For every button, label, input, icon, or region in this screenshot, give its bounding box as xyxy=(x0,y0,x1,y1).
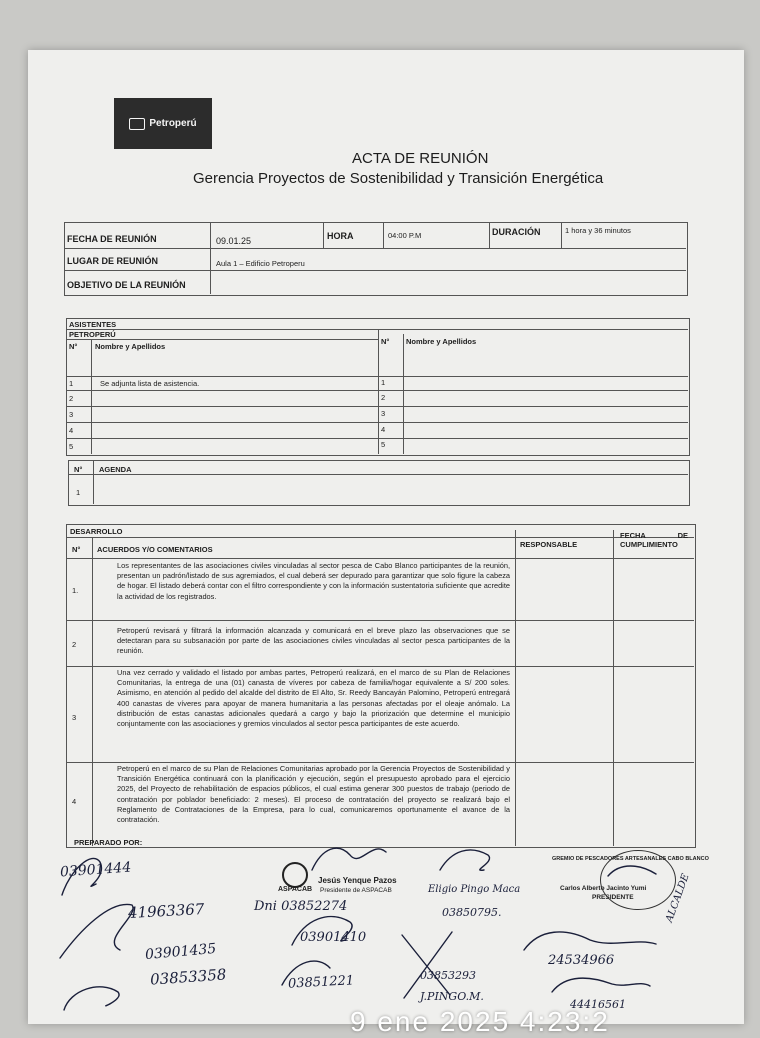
signature-dni: 24534966 xyxy=(548,953,615,968)
divider xyxy=(613,530,614,846)
asistente-right-num: 2 xyxy=(381,393,386,402)
agenda-table xyxy=(68,460,690,506)
aspacab-stamp-icon xyxy=(282,862,308,888)
signature-dni: 41963367 xyxy=(127,900,205,922)
asistente-left-num: 4 xyxy=(69,426,74,435)
asistentes-col-num: N° xyxy=(69,342,78,351)
desarrollo-col-responsable: RESPONSABLE xyxy=(520,540,578,549)
divider xyxy=(403,334,404,454)
signature-dni: 03853358 xyxy=(149,965,227,989)
divider xyxy=(66,558,694,559)
desarrollo-row-text: Petroperú en el marco de su Plan de Relaciones Comunitarias aprobado por la Gerencia Proyectos de Sostenibilidad y Transición Energética continuará con la planificación y ejecución, según el presupuesto aprobado para el ejercicio 2025, del Proyecto de rehabilitación de espacios públicos, el cual estima generar 300 puestos de trabajo (periodo de contratación por poblador beneficiado: 2 meses). El proceso de contratación del proyecto se realizará bajo el Reglamento de Contrataciones de la Empresa, para lo cual, comunicaremos oportunamente el avance de la contratación. xyxy=(117,764,510,825)
divider xyxy=(92,537,93,846)
signature-dni: 03853293 xyxy=(420,969,476,982)
duracion-label: DURACIÓN xyxy=(492,227,541,237)
divider xyxy=(64,248,686,249)
petroperu-logo xyxy=(114,98,212,149)
desarrollo-row-text: Una vez cerrado y validado el listado por ambas partes, Petroperú realizará, en el marco de su Plan de Relaciones Comunitarias, la entrega de una (01) canasta de víveres por cabeza de familia/hogar equivalente a S/ 200 soles. Asimismo, en atención al pedido del alcalde del distrito de El Alto, Sr. Reedy Bancayán Palomino, Petroperú entregará 400 canastas de víveres para apoyar de manera humanitaria a las personas afectadas por el oleaje anómalo. La distribución de estas canastas adicionales quedará a cargo y bajo la priorización que determine el municipio conjuntamente con las asociaciones y gremios vinculados al sector pesca participantes de este acuerdo. xyxy=(117,668,510,729)
divider xyxy=(91,339,92,454)
preparado-label: PREPARADO POR: xyxy=(74,838,143,847)
asistente-left-num: 1 xyxy=(69,379,74,388)
gremio-name: Carlos Alberto Jacinto Yumi xyxy=(560,885,647,892)
asistente-right-num: 5 xyxy=(381,440,386,449)
aspacab-label: ASPACAB xyxy=(278,886,313,893)
divider xyxy=(66,406,688,407)
divider xyxy=(66,620,694,621)
aspacab-name: Jesús Yenque Pazos xyxy=(318,876,397,885)
gremio-label: GREMIO DE PESCADORES ARTESANALES CABO BLANCO xyxy=(552,856,709,862)
desarrollo-col-num: N° xyxy=(72,545,81,554)
desarrollo-row-text: Petroperú revisará y filtrará la información alcanzada y comunicará en el breve plazo las observaciones que se detectaran para su subsanación por parte de las asociaciones civiles vinculadas al sector pesca participantes de la reunión. xyxy=(117,626,510,656)
asistente-left-num: 3 xyxy=(69,410,74,419)
divider xyxy=(66,390,688,391)
seal-icon xyxy=(600,850,676,910)
divider xyxy=(66,339,378,340)
divider xyxy=(383,222,384,248)
document-title: ACTA DE REUNIÓN xyxy=(352,150,489,167)
asistente-left-num: 5 xyxy=(69,442,74,451)
document-subtitle: Gerencia Proyectos de Sostenibilidad y Transición Energética xyxy=(193,170,604,187)
divider xyxy=(561,222,562,248)
asistentes-col-name: Nombre y Apellidos xyxy=(95,342,166,351)
desarrollo-title: DESARROLLO xyxy=(70,527,123,536)
asistentes-col-name-right: Nombre y Apellidos xyxy=(406,337,477,346)
asistente-left-name: Se adjunta lista de asistencia. xyxy=(100,379,200,388)
fecha-line-2: CUMPLIMIENTO xyxy=(620,540,678,549)
divider xyxy=(515,530,516,846)
divider xyxy=(66,666,694,667)
asistentes-group: PETROPERÚ xyxy=(69,330,116,339)
duracion-value: 1 hora y 36 minutos xyxy=(565,226,631,235)
divider xyxy=(210,222,211,294)
divider xyxy=(93,460,94,504)
fecha-value: 09.01.25 xyxy=(216,236,252,246)
asistentes-col-num-right: N° xyxy=(381,337,390,346)
signature-dni: 03901435 xyxy=(144,940,217,964)
divider xyxy=(66,376,688,377)
desarrollo-row-num: 4 xyxy=(72,797,77,806)
desarrollo-row-text: Los representantes de las asociaciones civiles vinculadas al sector pesca de Cabo Blanco participantes de la reunión, presentan un padrón/listado de sus agremiados, el cual deberá ser depurado para garantizar que solo figure la cabeza de hogar. El listado deberá contar con el filtro correspondiente y con la información sustentatoria suficiente que acredite la actividad de los registrados. xyxy=(117,561,510,601)
signature-dni: 03851221 xyxy=(287,973,355,992)
gremio-role: PRESIDENTE xyxy=(592,894,634,901)
divider xyxy=(66,762,694,763)
hora-label: HORA xyxy=(327,231,354,241)
desarrollo-col-fecha xyxy=(620,531,688,549)
asistente-right-num: 1 xyxy=(381,378,386,387)
divider xyxy=(378,329,379,454)
asistente-right-num: 4 xyxy=(381,425,386,434)
desarrollo-row-num: 3 xyxy=(72,713,77,722)
objetivo-label: OBJETIVO DE LA REUNIÓN xyxy=(67,280,186,290)
desarrollo-row-num: 1. xyxy=(72,586,79,595)
divider xyxy=(66,422,688,423)
logo-text: Petroperú xyxy=(149,118,197,129)
divider xyxy=(66,537,694,538)
desarrollo-row-num: 2 xyxy=(72,640,77,649)
agenda-col-num: N° xyxy=(74,465,83,474)
fecha-label: FECHA DE REUNIÓN xyxy=(67,234,157,244)
fecha-line-1: FECHA DE xyxy=(620,531,688,540)
asistentes-title: ASISTENTES xyxy=(69,320,117,329)
divider xyxy=(66,329,688,330)
signature-dni: 03901444 xyxy=(59,859,132,881)
asistente-right-num: 3 xyxy=(381,409,386,418)
aspacab-role: Presidente de ASPACAB xyxy=(320,887,392,894)
asistente-left-num: 2 xyxy=(69,394,74,403)
desarrollo-col-acuerdos: ACUERDOS Y/O COMENTARIOS xyxy=(97,545,213,554)
signature-dni: 44416561 xyxy=(570,998,626,1011)
hora-value: 04:00 P.M xyxy=(388,231,422,240)
petroperu-logo-icon xyxy=(129,118,145,130)
divider xyxy=(489,222,490,248)
seal-text: ALCALDE xyxy=(664,872,692,924)
agenda-title: AGENDA xyxy=(99,465,132,474)
agenda-row-num: 1 xyxy=(76,488,81,497)
lugar-value: Aula 1 – Edificio Petroperu xyxy=(216,259,305,268)
signature-dni: 03901410 xyxy=(300,930,367,945)
signature-name: J.PINGO.M. xyxy=(420,990,484,1003)
signature-name: Eligio Pingo Maca xyxy=(428,884,521,895)
divider xyxy=(323,222,324,248)
divider xyxy=(66,438,688,439)
photo-timestamp: 9 ene 2025 4:23:2 xyxy=(350,1006,610,1037)
signature-dni: Dni 03852274 xyxy=(254,899,348,914)
divider xyxy=(64,270,686,271)
signature-dni: 03850795. xyxy=(442,906,502,919)
lugar-label: LUGAR DE REUNIÓN xyxy=(67,256,159,266)
divider xyxy=(68,474,688,475)
